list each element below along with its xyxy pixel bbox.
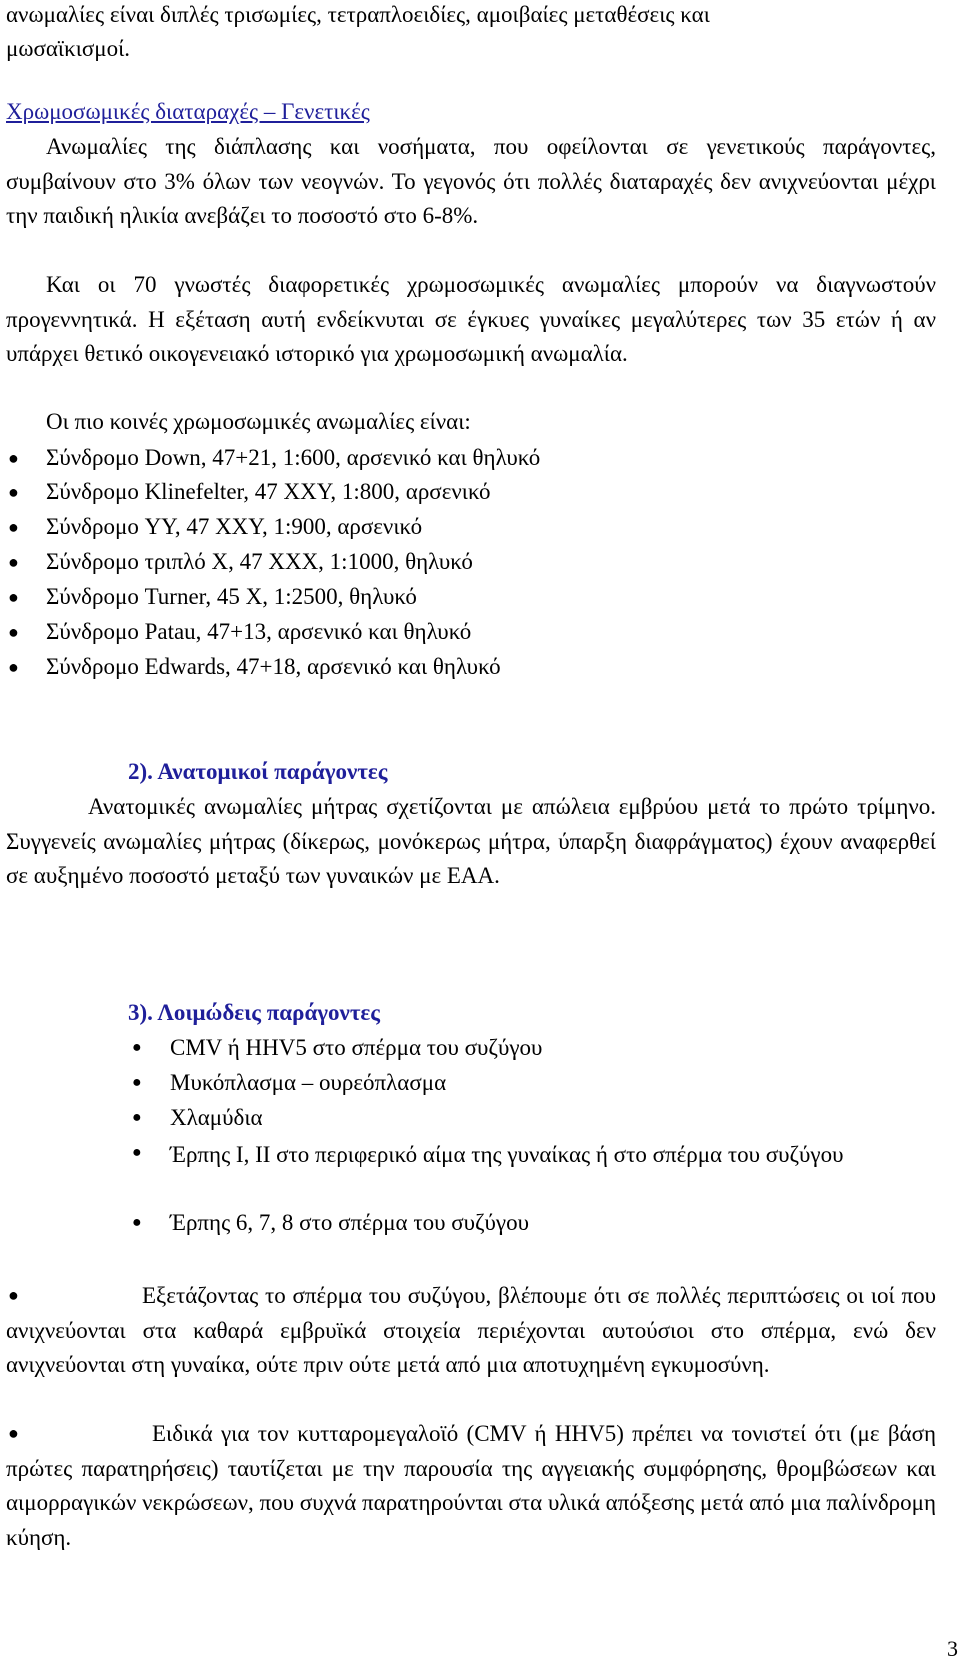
- bullet-icon: ●: [8, 448, 19, 468]
- anomaly-item: Σύνδρομο Turner, 45 X, 1:2500, θηλυκό: [46, 584, 417, 609]
- bullet-icon: ●: [132, 1039, 142, 1056]
- intro-line-2: μωσαϊκισμοί.: [6, 36, 131, 61]
- bullet-icon: ●: [8, 1285, 19, 1305]
- bullet-icon: ●: [132, 1074, 142, 1091]
- infectious-item: Χλαμύδια: [170, 1105, 263, 1130]
- genetic-paragraph-1: Ανωμαλίες της διάπλασης και νοσήματα, που οφείλονται σε γενετικούς παράγοντες, συμβαίνουν στο 3% όλων των νεογνών. Το γεγονός ότι πολλές διαταραχές δεν ανιχνεύονται μέχρι την παιδική ηλικία ανεβάζει το ποσοστό στο 6-8%.: [6, 134, 936, 228]
- infectious-item: CMV ή HHV5 στο σπέρμα του συζύγου: [170, 1035, 543, 1060]
- anomaly-item: Σύνδρομο Klinefelter, 47 XXY, 1:800, αρσενικό: [46, 479, 491, 504]
- bullet-icon: ●: [8, 622, 19, 642]
- bullet-icon: ●: [132, 1144, 142, 1161]
- anomaly-item: Σύνδρομο τριπλό X, 47 XXX, 1:1000, θηλυκό: [46, 549, 473, 574]
- infectious-item: Μυκόπλασμα – ουρεόπλασμα: [170, 1070, 447, 1095]
- anatomical-paragraph: Ανατομικές ανωμαλίες μήτρας σχετίζονται με απώλεια εμβρύου μετά το πρώτο τρίμηνο. Συγγενείς ανωμαλίες μήτρας (δίκερως, μονόκερως μήτρα, ύπαρξη διαφράγματος) έχουν αναφερθεί σε αυξημένο ποσοστό μεταξύ των γυναικών με ΕΑΑ.: [6, 794, 936, 888]
- intro-line-1: ανωμαλίες είναι διπλές τρισωμίες, τετραπλοειδίες, αμοιβαίες μεταθέσεις και: [6, 2, 710, 27]
- bullet-icon: ●: [132, 1214, 142, 1231]
- note-paragraph-1: Εξετάζοντας το σπέρμα του συζύγου, βλέπουμε ότι σε πολλές περιπτώσεις οι ιοί που ανιχνεύονται στα καθαρά εμβρυϊκά στοιχεία περιέχονται αυτούσιοι στο σπέρμα, ενώ δεν ανιχνεύονται στη γυναίκα, ούτε πριν ούτε μετά από μια αποτυχημένη εγκυμοσύνη.: [6, 1283, 936, 1377]
- anomaly-item: Σύνδρομο YY, 47 XXY, 1:900, αρσενικό: [46, 514, 423, 539]
- bullet-icon: ●: [8, 517, 19, 537]
- note-paragraph-2: Ειδικά για τον κυτταρομεγαλοϊό (CMV ή HHV5) πρέπει να τονιστεί ότι (με βάση πρώτες παρατηρήσεις) ταυτίζεται με την παρουσία της αγγειακής συμφόρησης, θρομβώσεων και αιμορραγικών νεκρώσεων, που συχνά παρατηρούνται στα υλικά απόξεσης μετά από μια παλίνδρομη κύηση.: [6, 1421, 936, 1550]
- bullet-icon: ●: [8, 657, 19, 677]
- bullet-icon: ●: [8, 1423, 19, 1443]
- anatomical-heading: 2). Ανατομικοί παράγοντες: [128, 759, 388, 784]
- anomalies-list-intro: Οι πιο κοινές χρωμοσωμικές ανωμαλίες είναι:: [46, 409, 471, 434]
- infectious-item: Έρπης Ι, ΙΙ στο περιφερικό αίμα της γυναίκας ή στο σπέρμα του συζύγου: [170, 1142, 844, 1167]
- genetic-paragraph-2: Και οι 70 γνωστές διαφορετικές χρωμοσωμικές ανωμαλίες μπορούν να διαγνωστούν προγεννητικά. Η εξέταση αυτή ενδείκνυται σε έγκυες γυναίκες μεγαλύτερες των 35 ετών ή αν υπάρχει θετικό οικογενειακό ιστορικό για χρωμοσωμική ανωμαλία.: [6, 272, 936, 366]
- page-number: 3: [947, 1636, 958, 1661]
- genetic-section-link[interactable]: Χρωμοσωμικές διαταραχές – Γενετικές: [6, 99, 370, 124]
- bullet-icon: ●: [132, 1109, 142, 1126]
- bullet-icon: ●: [8, 552, 19, 572]
- infectious-item: Έρπης 6, 7, 8 στο σπέρμα του συζύγου: [170, 1210, 529, 1235]
- bullet-icon: ●: [8, 482, 19, 502]
- anomaly-item: Σύνδρομο Edwards, 47+18, αρσενικό και θηλυκό: [46, 654, 501, 679]
- infectious-heading: 3). Λοιμώδεις παράγοντες: [128, 1000, 380, 1025]
- anomaly-item: Σύνδρομο Down, 47+21, 1:600, αρσενικό και θηλυκό: [46, 445, 541, 470]
- bullet-icon: ●: [8, 587, 19, 607]
- anomaly-item: Σύνδρομο Patau, 47+13, αρσενικό και θηλυκό: [46, 619, 472, 644]
